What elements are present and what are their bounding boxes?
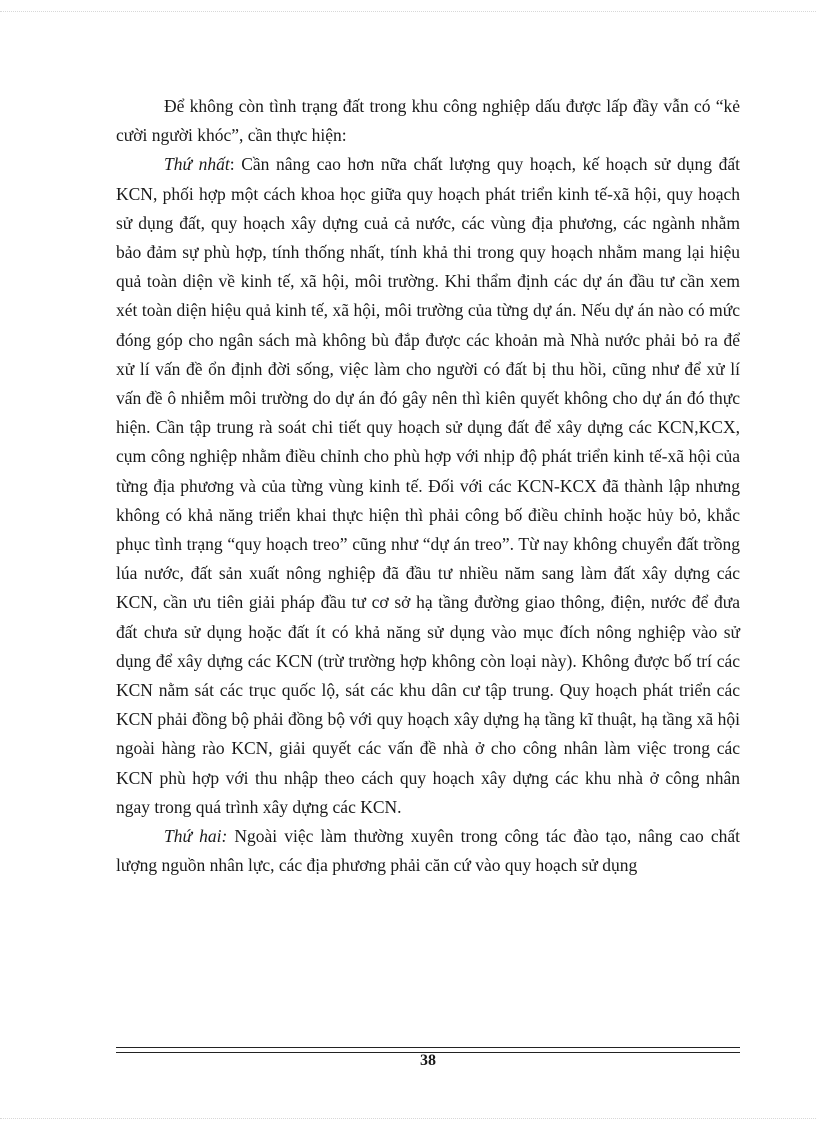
paragraph-text: : Cần nâng cao hơn nữa chất lượng quy hoạch, kế hoạch sử dụng đất KCN, phối hợp một cách khoa học giữa quy hoạch phát triển kinh tế-xã hội, quy hoạch sử dụng đất, quy hoạch xây dựng cuả cả nước, các vùng địa phương, các ngành nhằm bảo đảm sự phù hợp, tính thống nhất, tính khả thi trong quy hoạch nhằm mang lại hiệu quả toàn diện về kinh tế, xã hội, môi trường. Khi thẩm định các dự án đầu tư cần xem xét toàn diện hiệu quả kinh tế, xã hội, môi trường của từng dự án. Nếu dự án nào có mức đóng góp cho ngân sách mà không bù đắp được các khoản mà Nhà nước phải bỏ ra để xử lí vấn đề ổn định đời sống, việc làm cho người có đất bị thu hồi, cũng như để xử lí vấn đề ô nhiễm môi trường do dự án đó gây nên thì kiên quyết không cho dự án đó thực hiện. Cần tập trung rà soát chi tiết quy hoạch sử dụng đất để xây dựng các KCN,KCX, cụm công nghiệp nhằm điều chỉnh cho phù hợp với nhịp độ phát triển kinh tế-xã hội của từng địa phương và của từng vùng kinh tế. Đối với các KCN-KCX đã thành lập nhưng không có khả năng triển khai thực hiện thì phải công bố điều chỉnh hoặc hủy bỏ, khắc phục tình trạng “quy hoạch treo” cũng như “dự án treo”. Từ nay không chuyển đất trồng lúa nước, đất sản xuất nông nghiệp đã đầu tư nhiều năm sang làm đất xây dựng các KCN, cần ưu tiên giải pháp đầu tư cơ sở hạ tầng đường giao thông, điện, nước để đưa đất chưa sử dụng hoặc đất ít có khả năng sử dụng vào mục đích nông nghiệp vào sử dụng để xây dựng các KCN (trừ trường hợp không còn loại này). Không được bố trí các KCN nằm sát các trục quốc lộ, sát các khu dân cư tập trung. Quy hoạch phát triển các KCN phải đồng bộ phải đồng bộ với quy hoạch xây dựng hạ tầng kĩ thuật, hạ tầng xã hội ngoài hàng rào KCN, giải quyết các vấn đề nhà ở cho công nhân làm việc trong các KCN phù hợp với thu nhập theo cách quy hoạch xây dựng các khu nhà ở công nhân ngay trong quá trình xây dựng các KCN.	[116, 154, 740, 817]
page-number: 38	[420, 1052, 436, 1069]
paragraph-second-measure	[116, 822, 740, 880]
paragraph-text: Để không còn tình trạng đất trong khu công nghiệp dấu được lấp đầy vẫn có “kẻ cười người khóc”, cần thực hiện:	[116, 96, 740, 146]
body-text	[116, 92, 740, 880]
paragraph-lead: Thứ nhất	[164, 154, 230, 175]
paragraph-first-measure	[116, 150, 740, 822]
paragraph-text: Ngoài việc làm thường xuyên trong công tác đào tạo, nâng cao chất lượng nguồn nhân lực, các địa phương phải căn cứ vào quy hoạch sử dụng	[116, 826, 740, 876]
paragraph-intro	[116, 92, 740, 150]
page-top-dotted-border	[0, 11, 816, 12]
page-bottom-dotted-border	[0, 1118, 816, 1119]
paragraph-lead: Thứ hai:	[164, 826, 228, 847]
